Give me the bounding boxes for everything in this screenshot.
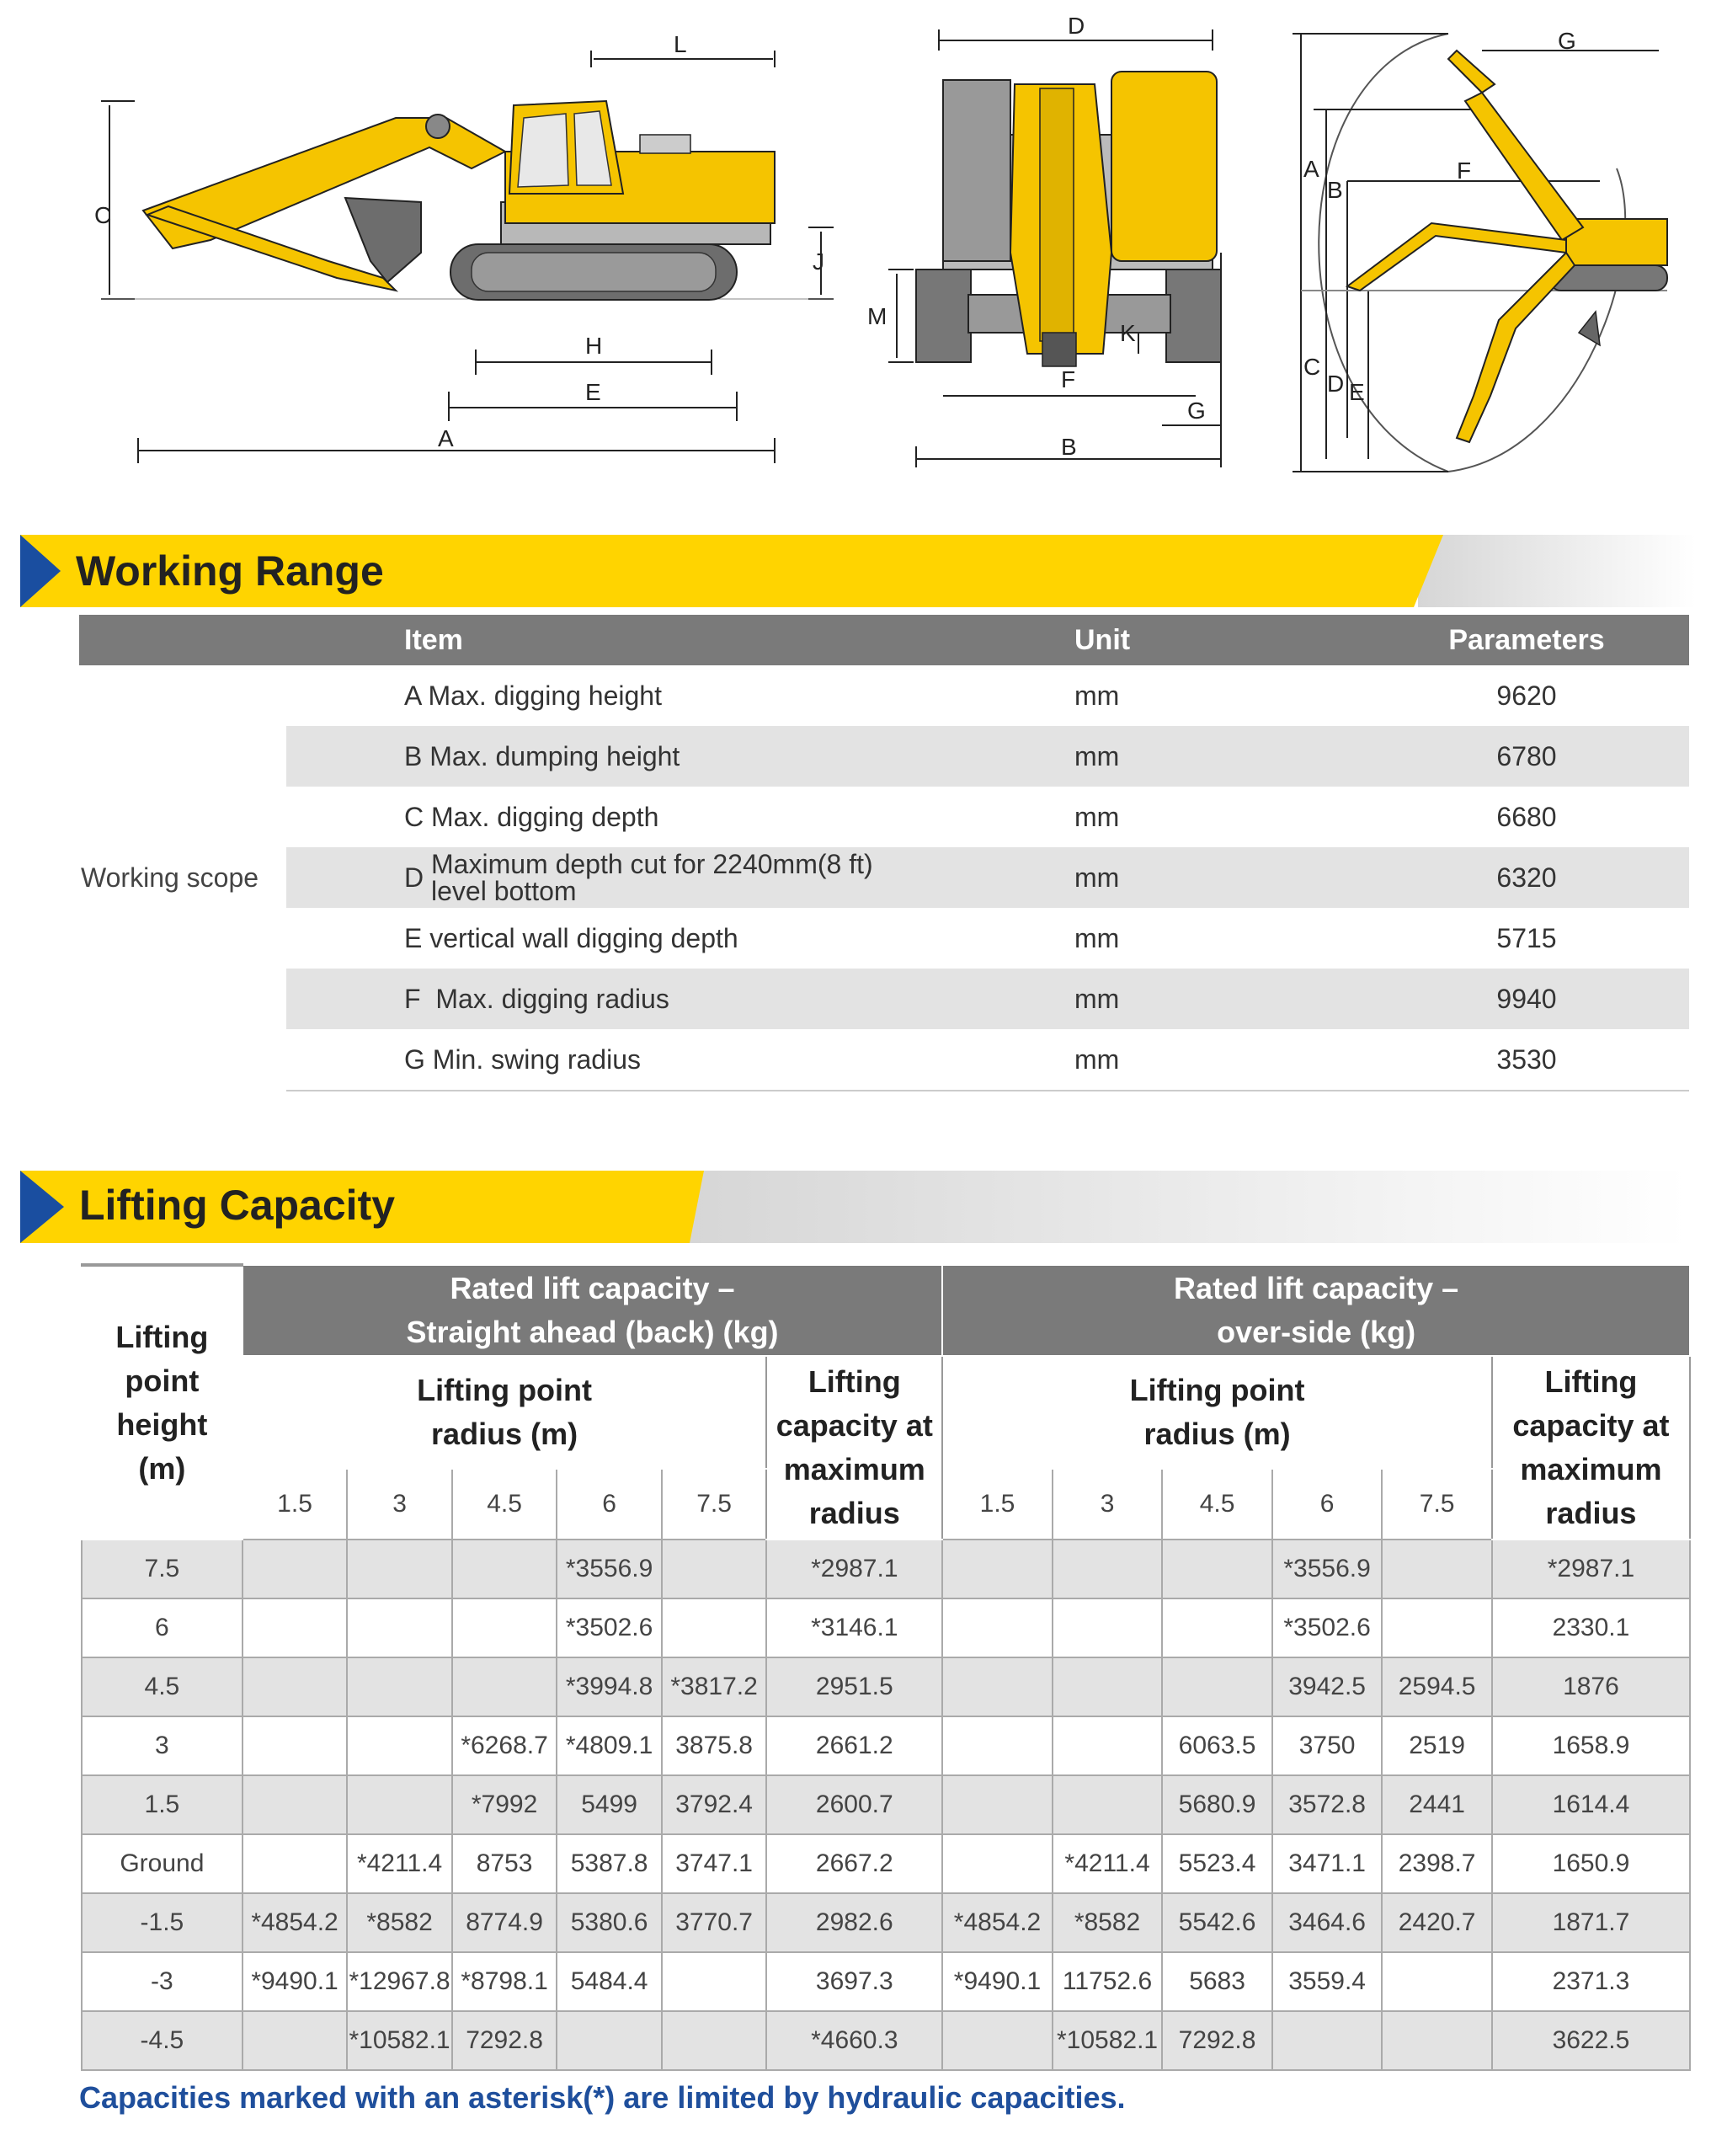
straight-capacity-cell bbox=[243, 1540, 348, 1598]
overside-capacity-cell: 2398.7 bbox=[1382, 1834, 1492, 1893]
table-row bbox=[82, 1952, 1690, 2011]
overside-capacity-cell: *4854.2 bbox=[942, 1893, 1053, 1952]
param-cell: 9940 bbox=[1364, 969, 1689, 1029]
straight-capacity-cell: 7292.8 bbox=[452, 2011, 557, 2070]
overside-max-capacity-cell: 1614.4 bbox=[1492, 1775, 1690, 1834]
unit-cell: mm bbox=[1061, 847, 1364, 908]
straight-capacity-cell: *12967.8 bbox=[347, 1952, 452, 2011]
table-row bbox=[79, 787, 1689, 847]
overside-capacity-cell: 5523.4 bbox=[1162, 1834, 1272, 1893]
table-header-row bbox=[79, 615, 1689, 665]
item-cell: B Max. dumping height bbox=[286, 726, 1061, 787]
straight-capacity-cell: 5484.4 bbox=[557, 1952, 662, 2011]
front-view-excavator bbox=[916, 72, 1221, 366]
label-E: E bbox=[1349, 379, 1365, 405]
overside-capacity-cell bbox=[1053, 1598, 1163, 1657]
overside-capacity-cell bbox=[942, 1540, 1053, 1598]
straight-capacity-cell: *6268.7 bbox=[452, 1716, 557, 1775]
label-L: L bbox=[674, 31, 687, 57]
overside-capacity-cell: 2420.7 bbox=[1382, 1893, 1492, 1952]
overside-capacity-cell: 3942.5 bbox=[1272, 1657, 1383, 1716]
straight-capacity-cell bbox=[243, 2011, 348, 2070]
label-D: D bbox=[1327, 371, 1345, 397]
overside-max-capacity-cell: 1876 bbox=[1492, 1657, 1690, 1716]
straight-ahead-line-2: Straight ahead (back) (kg) bbox=[406, 1315, 779, 1349]
straight-capacity-cell bbox=[347, 1716, 452, 1775]
item-cell: F Max. digging radius bbox=[286, 969, 1061, 1029]
straight-capacity-cell bbox=[347, 1775, 452, 1834]
overside-capacity-cell bbox=[942, 1598, 1053, 1657]
straight-capacity-cell bbox=[243, 1716, 348, 1775]
overside-max-capacity-cell: 1650.9 bbox=[1492, 1834, 1690, 1893]
overside-max-capacity-cell: 3622.5 bbox=[1492, 2011, 1690, 2070]
straight-capacity-cell: 5380.6 bbox=[557, 1893, 662, 1952]
straight-capacity-cell: 3747.1 bbox=[662, 1834, 767, 1893]
label-M: M bbox=[867, 303, 887, 329]
label-H: H bbox=[585, 333, 603, 359]
label-A: A bbox=[438, 425, 454, 451]
radius-cell: 4.5 bbox=[1162, 1469, 1272, 1540]
hydraulic-capacity-note: Capacities marked with an asterisk(*) are limited by hydraulic capacities. bbox=[79, 2080, 1126, 2115]
table-header-row bbox=[82, 1265, 1690, 1356]
excavator-dimension-diagrams bbox=[0, 0, 1711, 488]
straight-max-capacity-cell: 2667.2 bbox=[766, 1834, 942, 1893]
overside-capacity-cell: 5683 bbox=[1162, 1952, 1272, 2011]
label-F: F bbox=[1061, 366, 1076, 392]
straight-capacity-cell: 8753 bbox=[452, 1834, 557, 1893]
radius-header-a bbox=[243, 1356, 767, 1469]
table-row bbox=[79, 908, 1689, 969]
overside-capacity-cell: 7292.8 bbox=[1162, 2011, 1272, 2070]
table-row bbox=[82, 1893, 1690, 1952]
straight-capacity-cell bbox=[243, 1775, 348, 1834]
lifting-capacity-banner bbox=[20, 1171, 1687, 1243]
straight-capacity-cell bbox=[662, 2011, 767, 2070]
table-row bbox=[82, 1657, 1690, 1716]
straight-capacity-cell: 3792.4 bbox=[662, 1775, 767, 1834]
overside-capacity-cell bbox=[1053, 1657, 1163, 1716]
unit-cell: mm bbox=[1061, 969, 1364, 1029]
straight-capacity-cell: *4809.1 bbox=[557, 1716, 662, 1775]
overside-capacity-cell bbox=[1162, 1657, 1272, 1716]
label-K: K bbox=[1120, 320, 1136, 346]
straight-capacity-cell: 5499 bbox=[557, 1775, 662, 1834]
unit-cell: mm bbox=[1074, 922, 1120, 953]
straight-max-capacity-cell: *4660.3 bbox=[766, 2011, 942, 2070]
straight-capacity-cell bbox=[347, 1598, 452, 1657]
header-unit: Unit bbox=[1061, 615, 1364, 665]
section-title: Working Range bbox=[76, 547, 384, 595]
straight-capacity-cell bbox=[662, 1540, 767, 1598]
header-blank bbox=[79, 615, 286, 665]
overside-capacity-cell: 11752.6 bbox=[1053, 1952, 1163, 2011]
overside-max-capacity-cell: 1871.7 bbox=[1492, 1893, 1690, 1952]
unit-cell: mm bbox=[1061, 726, 1364, 787]
straight-capacity-cell: *8798.1 bbox=[452, 1952, 557, 2011]
height-header-text: Lifting point height (m) bbox=[115, 1319, 209, 1486]
height-cell: 3 bbox=[82, 1716, 243, 1775]
item-letter: D bbox=[404, 862, 424, 893]
table-row bbox=[82, 1598, 1690, 1657]
straight-capacity-cell: *7992 bbox=[452, 1775, 557, 1834]
straight-capacity-cell bbox=[243, 1598, 348, 1657]
straight-capacity-cell: 8774.9 bbox=[452, 1893, 557, 1952]
straight-capacity-cell bbox=[452, 1540, 557, 1598]
radius-header-line-2: radius (m) bbox=[1143, 1417, 1291, 1451]
straight-capacity-cell: *4854.2 bbox=[243, 1893, 348, 1952]
straight-capacity-cell: *9490.1 bbox=[243, 1952, 348, 2011]
table-row bbox=[79, 1029, 1689, 1091]
radius-cell: 6 bbox=[557, 1469, 662, 1540]
straight-max-capacity-cell: *3146.1 bbox=[766, 1598, 942, 1657]
overside-capacity-cell bbox=[942, 2011, 1053, 2070]
param-cell: 3530 bbox=[1364, 1029, 1689, 1091]
overside-capacity-cell: 6063.5 bbox=[1162, 1716, 1272, 1775]
overside-max-capacity-cell: 2330.1 bbox=[1492, 1598, 1690, 1657]
overside-capacity-cell bbox=[1053, 1716, 1163, 1775]
straight-max-capacity-cell: 3697.3 bbox=[766, 1952, 942, 2011]
overside-capacity-cell bbox=[1053, 1540, 1163, 1598]
over-side-line-2: over-side (kg) bbox=[1217, 1315, 1416, 1349]
label-G: G bbox=[1187, 398, 1206, 424]
straight-capacity-cell bbox=[452, 1598, 557, 1657]
lifting-capacity-table bbox=[81, 1263, 1691, 2071]
overside-capacity-cell bbox=[1162, 1598, 1272, 1657]
straight-capacity-cell bbox=[662, 1952, 767, 2011]
height-cell: -4.5 bbox=[82, 2011, 243, 2070]
radius-cell: 3 bbox=[1053, 1469, 1163, 1540]
table-row bbox=[79, 726, 1689, 787]
overside-capacity-cell: *10582.1 bbox=[1053, 2011, 1163, 2070]
height-cell: -3 bbox=[82, 1952, 243, 2011]
overside-max-capacity-cell: 1658.9 bbox=[1492, 1716, 1690, 1775]
label-J: J bbox=[813, 248, 824, 275]
table-row bbox=[79, 665, 1689, 726]
param-cell: 6320 bbox=[1364, 847, 1689, 908]
table-subheader-row bbox=[82, 1356, 1690, 1469]
label-C: C bbox=[1303, 354, 1321, 380]
header-parameters: Parameters bbox=[1364, 615, 1689, 665]
label-B: B bbox=[1327, 177, 1343, 203]
param-cell: 6780 bbox=[1364, 726, 1689, 787]
label-E: E bbox=[585, 379, 601, 405]
radius-cell: 7.5 bbox=[1382, 1469, 1492, 1540]
radius-header-line-1: Lifting point bbox=[417, 1373, 593, 1407]
straight-max-capacity-cell: 2951.5 bbox=[766, 1657, 942, 1716]
overside-capacity-cell bbox=[1382, 1540, 1492, 1598]
overside-capacity-cell bbox=[942, 1716, 1053, 1775]
height-header bbox=[82, 1265, 243, 1540]
max-radius-header-a bbox=[766, 1356, 942, 1540]
radius-cell: 4.5 bbox=[452, 1469, 557, 1540]
table-row bbox=[82, 1834, 1690, 1893]
item-cell: G Min. swing radius bbox=[286, 1029, 1061, 1091]
unit-cell: mm bbox=[1061, 1029, 1364, 1091]
radius-cell: 7.5 bbox=[662, 1469, 767, 1540]
overside-capacity-cell bbox=[1382, 1952, 1492, 2011]
straight-capacity-cell bbox=[452, 1657, 557, 1716]
overside-capacity-cell: *4211.4 bbox=[1053, 1834, 1163, 1893]
header-item: Item bbox=[286, 615, 1061, 665]
working-range-table bbox=[79, 615, 1689, 1091]
over-side-line-1: Rated lift capacity – bbox=[1174, 1271, 1459, 1305]
overside-capacity-cell: 5542.6 bbox=[1162, 1893, 1272, 1952]
straight-capacity-cell bbox=[347, 1540, 452, 1598]
radius-cell: 1.5 bbox=[942, 1469, 1053, 1540]
table-row bbox=[82, 1540, 1690, 1598]
overside-capacity-cell: 5680.9 bbox=[1162, 1775, 1272, 1834]
param-cell: 9620 bbox=[1496, 680, 1557, 711]
overside-capacity-cell bbox=[942, 1834, 1053, 1893]
overside-capacity-cell: 2441 bbox=[1382, 1775, 1492, 1834]
height-cell: -1.5 bbox=[82, 1893, 243, 1952]
straight-max-capacity-cell: 2982.6 bbox=[766, 1893, 942, 1952]
item-line-1: Maximum depth cut for 2240mm(8 ft) bbox=[431, 849, 873, 879]
unit-cell: mm bbox=[1074, 680, 1120, 711]
overside-capacity-cell: 2519 bbox=[1382, 1716, 1492, 1775]
overside-capacity-cell bbox=[1272, 2011, 1383, 2070]
straight-capacity-cell: *3994.8 bbox=[557, 1657, 662, 1716]
straight-capacity-cell: *3556.9 bbox=[557, 1540, 662, 1598]
height-cell: 7.5 bbox=[82, 1540, 243, 1598]
straight-ahead-header bbox=[243, 1265, 942, 1356]
overside-capacity-cell bbox=[1162, 1540, 1272, 1598]
overside-capacity-cell: 2594.5 bbox=[1382, 1657, 1492, 1716]
overside-capacity-cell bbox=[942, 1657, 1053, 1716]
straight-capacity-cell bbox=[347, 1657, 452, 1716]
overside-capacity-cell: *3502.6 bbox=[1272, 1598, 1383, 1657]
overside-capacity-cell: 3559.4 bbox=[1272, 1952, 1383, 2011]
overside-capacity-cell bbox=[1053, 1775, 1163, 1834]
table-row bbox=[82, 1775, 1690, 1834]
straight-capacity-cell: 5387.8 bbox=[557, 1834, 662, 1893]
overside-capacity-cell bbox=[1382, 1598, 1492, 1657]
overside-capacity-cell: 3750 bbox=[1272, 1716, 1383, 1775]
radius-header-line-1: Lifting point bbox=[1129, 1373, 1305, 1407]
height-cell: 6 bbox=[82, 1598, 243, 1657]
height-cell: 4.5 bbox=[82, 1657, 243, 1716]
overside-capacity-cell: *8582 bbox=[1053, 1893, 1163, 1952]
overside-capacity-cell bbox=[1382, 2011, 1492, 2070]
radius-header-b bbox=[942, 1356, 1492, 1469]
straight-capacity-cell: 3770.7 bbox=[662, 1893, 767, 1952]
label-G: G bbox=[1558, 28, 1576, 54]
section-title: Lifting Capacity bbox=[79, 1182, 396, 1229]
straight-max-capacity-cell: 2600.7 bbox=[766, 1775, 942, 1834]
radius-cell: 1.5 bbox=[243, 1469, 348, 1540]
table-row bbox=[79, 847, 1689, 908]
item-cell: C Max. digging depth bbox=[404, 801, 659, 832]
overside-capacity-cell: 3572.8 bbox=[1272, 1775, 1383, 1834]
straight-capacity-cell: 3875.8 bbox=[662, 1716, 767, 1775]
overside-capacity-cell: 3464.6 bbox=[1272, 1893, 1383, 1952]
overside-capacity-cell: *9490.1 bbox=[942, 1952, 1053, 2011]
label-F: F bbox=[1457, 157, 1472, 184]
max-radius-header-text: Lifting capacity at maximum radius bbox=[776, 1364, 933, 1530]
label-C: C bbox=[94, 202, 112, 228]
radius-header-line-2: radius (m) bbox=[431, 1417, 578, 1451]
straight-ahead-line-1: Rated lift capacity – bbox=[450, 1271, 735, 1305]
item-line-2: level bottom bbox=[431, 876, 577, 906]
side-view-excavator bbox=[143, 101, 775, 300]
table-row bbox=[79, 969, 1689, 1029]
straight-capacity-cell: *8582 bbox=[347, 1893, 452, 1952]
table-row bbox=[82, 1716, 1690, 1775]
height-cell: Ground bbox=[82, 1834, 243, 1893]
item-cell bbox=[286, 847, 1061, 908]
radius-cell: 6 bbox=[1272, 1469, 1383, 1540]
straight-max-capacity-cell: *2987.1 bbox=[766, 1540, 942, 1598]
straight-capacity-cell bbox=[243, 1834, 348, 1893]
straight-capacity-cell bbox=[243, 1657, 348, 1716]
item-text bbox=[431, 851, 873, 905]
straight-capacity-cell: *4211.4 bbox=[347, 1834, 452, 1893]
item-cell: A Max. digging height bbox=[404, 680, 662, 711]
overside-capacity-cell: *3556.9 bbox=[1272, 1540, 1383, 1598]
straight-capacity-cell bbox=[662, 1598, 767, 1657]
overside-capacity-cell: 3471.1 bbox=[1272, 1834, 1383, 1893]
radius-cell: 3 bbox=[347, 1469, 452, 1540]
max-radius-header-text: Lifting capacity at maximum radius bbox=[1512, 1364, 1670, 1530]
height-cell: 1.5 bbox=[82, 1775, 243, 1834]
overside-capacity-cell bbox=[942, 1775, 1053, 1834]
straight-capacity-cell: *10582.1 bbox=[347, 2011, 452, 2070]
straight-capacity-cell: *3817.2 bbox=[662, 1657, 767, 1716]
param-cell: 6680 bbox=[1496, 801, 1557, 832]
working-range-banner bbox=[20, 535, 1696, 607]
lifting-capacity-body bbox=[82, 1540, 1690, 2070]
straight-max-capacity-cell: 2661.2 bbox=[766, 1716, 942, 1775]
over-side-header bbox=[942, 1265, 1690, 1356]
label-D: D bbox=[1068, 13, 1085, 39]
overside-max-capacity-cell: 2371.3 bbox=[1492, 1952, 1690, 2011]
label-A: A bbox=[1303, 156, 1319, 182]
straight-capacity-cell: *3502.6 bbox=[557, 1598, 662, 1657]
straight-capacity-cell bbox=[557, 2011, 662, 2070]
table-row bbox=[82, 2011, 1690, 2070]
max-radius-header-b bbox=[1492, 1356, 1690, 1540]
param-cell: 5715 bbox=[1496, 922, 1557, 953]
overside-max-capacity-cell: *2987.1 bbox=[1492, 1540, 1690, 1598]
working-scope-label: Working scope bbox=[81, 862, 259, 893]
unit-cell: mm bbox=[1074, 801, 1120, 832]
range-view-labels bbox=[1303, 28, 1576, 405]
item-cell: E vertical wall digging depth bbox=[404, 922, 738, 953]
label-B: B bbox=[1061, 434, 1077, 460]
